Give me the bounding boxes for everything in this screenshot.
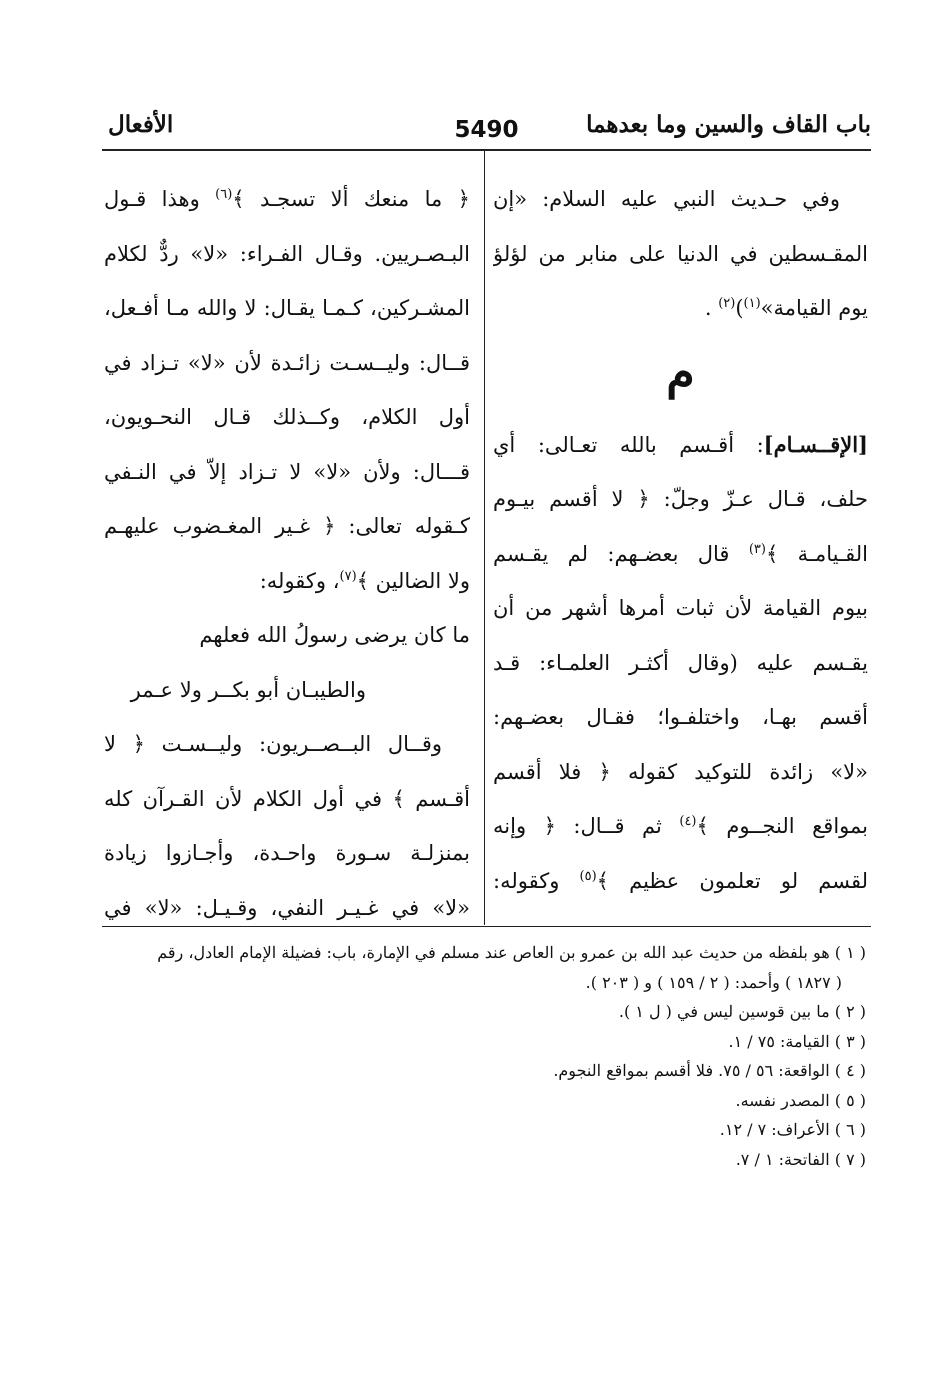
verse-hemistich-1: ما كان يرضى رسولُ الله فعلهم [199,623,470,647]
verse-hemistich-2: والطيبـان أبو بكــر ولا عـمر [130,677,366,702]
text-line: يوم القيامة»$^{(١)}$)$^{(٢)}$ . [704,296,868,320]
text-line: بيوم القيامة لأن ثبات أمرها أشهر من أن [493,596,868,620]
footnote-marker: (٣) [748,541,766,557]
text-segment: ولا الضالين ﴾ [356,568,470,593]
footnote-item: ( ٤ ) الواقعة: ٥٦ / ٧٥. فلا أقسم بمواقع النجوم. [553,1061,866,1080]
text-line [493,527,868,582]
footnote-item: ( ١٨٢٧ ) وأحمد: ( ٢ / ١٥٩ ) و ( ٢٠٣ ). [585,972,842,992]
left-column [104,172,470,935]
footnote-marker: (٦) [215,187,233,202]
text-line: المشـركين، كـمـا يقـال: لا والله مـا أفـعل، [104,296,470,320]
text-line: أول الكلام، وكــذلك قـال النحـويون، [104,405,470,429]
text-segment: قال بعضـهم: لم يقـسم [493,541,749,566]
text-line: بمنزلـة سـورة واحـدة، وأجـازوا زيادة [104,841,470,865]
text-line: البـصـريين. وقـال الفـراء: «لا» ردٌّ لكلام [104,241,470,266]
text-line: أقسم بهـا، واختلفـوا؛ فقـال بعضـهم: [493,705,868,729]
footnote-item: ( ٦ ) الأعراف: ٧ / ١٢. [719,1120,866,1139]
text-line: وفي حـديث النبي عليه السلام: «إن [493,187,840,211]
text-segment: وكقوله: [493,868,580,893]
footnote-item: ( ٧ ) الفاتحة: ١ / ٧. [735,1149,866,1169]
header-rule [102,149,871,151]
footnote-item: ( ٥ ) المصدر نفسه. [735,1090,866,1110]
text-line [493,799,868,854]
text-segment: القـيامـة ﴾ [765,541,868,566]
text-segment: ﴿ ما منعك ألا تسجـد ﴾ [232,187,470,211]
text-line: وقــال البــصــريون: وليــسـت ﴿ لا [104,732,442,756]
text-line: كـقوله تعالى: ﴿ غـير المغـضوب عليهـم [104,514,470,538]
footnote-item: ( ١ ) هو بلفظه من حديث عبد الله بن عمرو بن العاص عند مسلم في الإمارة، باب: فضيلة الإمام العادل، رقم [157,943,866,962]
text-line [104,554,470,609]
section-title: الأفعال [108,111,174,138]
text-segment: وهذا قـول [104,187,216,211]
footnote-marker: (٥) [579,868,597,884]
text-line: حلف، قـال عـزّ وجلّ: ﴿ لا أقسم بيـوم [493,487,868,511]
entry-term: [الإقــسـام] [763,431,868,457]
footnote-marker: (٢) [718,296,736,311]
text-line: قـــال: ولأن «لا» لا تـزاد إلاّ في النـفي [104,459,470,484]
text-line: «لا» في غـيـر النفي، وقـيـل: «لا» في [104,895,470,920]
text-segment: ثم قــال: ﴿ وإنه [493,814,680,838]
footnote-marker: (٧) [339,568,357,584]
footnotes [104,938,866,1174]
footnote-rule [102,926,871,927]
text-line: المقـسطين في الدنيا على منابر من لؤلؤ [493,241,868,266]
text-line: قــال: وليــسـت زائـدة لأن «لا» تـزاد في [104,350,470,375]
section-letter: م [666,344,695,399]
column-divider [484,149,485,925]
text-line: أقـسم ﴾ في أول الكلام لأن القـرآن كله [104,786,470,811]
text-line [104,172,470,227]
text-line [493,854,868,909]
text-line [493,418,868,473]
text-segment: . [704,296,712,320]
text-segment: لقسم لو تعلمون عظيم ﴾ [596,868,868,893]
text-line: يقـسم عليه (وقال أكثـر العلمـاء: قـد [493,650,868,675]
footnote-marker: (٤) [679,814,697,829]
text-segment: : أقـسم بالله تعـالى: أي [493,432,764,457]
right-column [493,172,868,908]
text-segment: يوم القيامة» [760,296,868,320]
text-segment: ، وكقوله: [259,568,340,593]
page-number: 5490 [454,117,519,143]
footnote-item: ( ٢ ) ما بين قوسين ليس في ( ل ١ ). [618,1002,866,1021]
text-line: «لا» زائدة للتوكيد كقوله ﴿ فلا أقسم [493,759,868,784]
page-header [102,104,871,144]
text-segment: بمواقع النجــوم ﴾ [696,814,868,838]
footnote-marker: (١) [743,296,761,311]
footnote-item: ( ٣ ) القيامة: ٧٥ / ١. [728,1031,866,1051]
chapter-title: باب القاف والسين وما بعدهما [586,111,871,138]
